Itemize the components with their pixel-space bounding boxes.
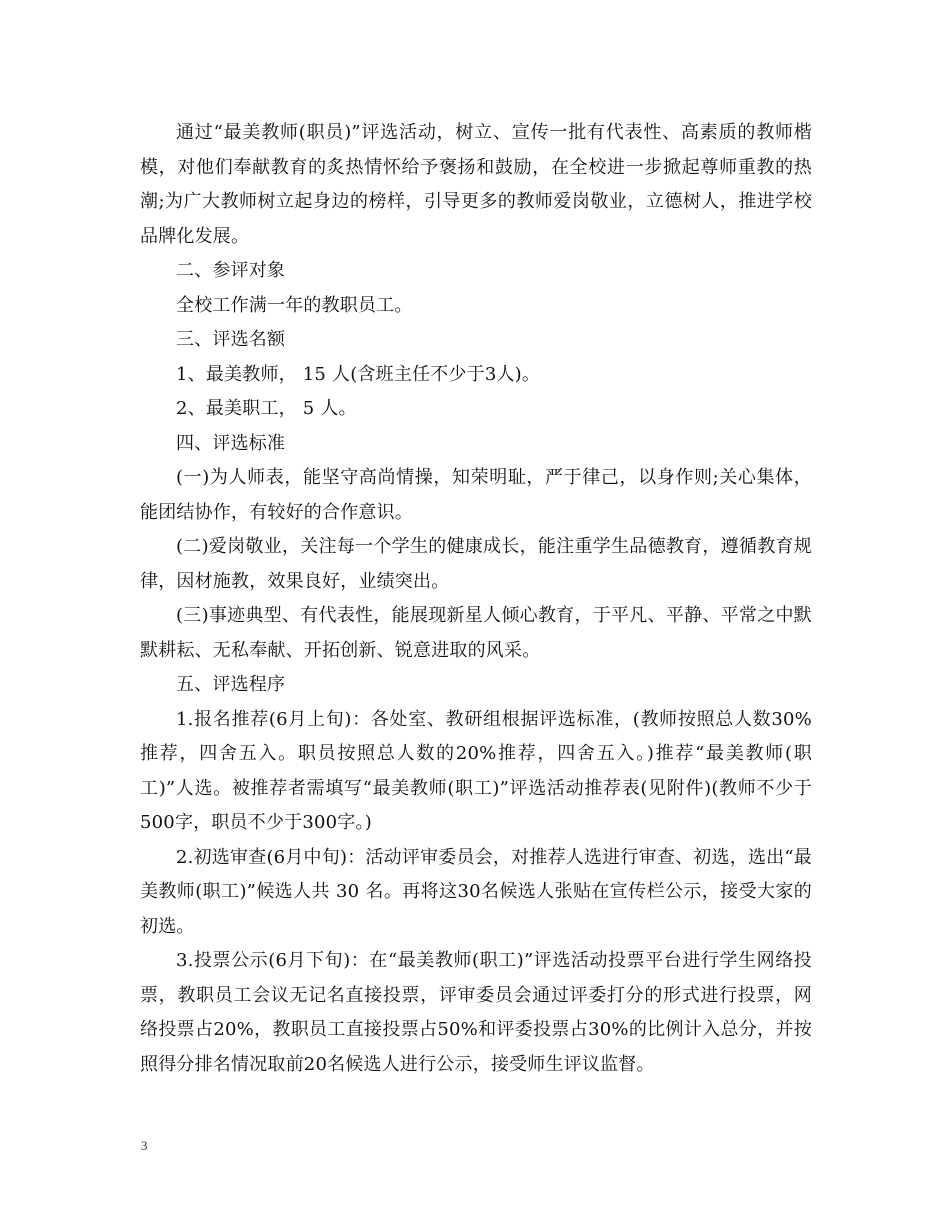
procedure-step-3: 3.投票公示(6月下旬)：在“最美教师(职工)”评选活动投票平台进行学生网络投票，教职员工会议无记名直接投票，评审委员会通过评委打分的形式进行投票，网络投票占20%，教职员工直接投票占50%和评委投票占30%的比例计入总分，并按照得分排名情况取前20名候选人进行公示，接受师生评议监督。	[140, 950, 812, 1075]
participants-paragraph: 全校工作满一年的教职员工。	[176, 294, 413, 316]
section-heading-participants: 二、参评对象	[176, 260, 286, 281]
procedure-step-2: 2.初选审查(6月中旬)：活动评审委员会，对推荐人选进行审查、初选，选出“最美教师(职工)”候选人共 30 名。再将这30名候选人张贴在宣传栏公示，接受大家的初选。	[140, 846, 812, 937]
section-heading-quota: 三、评选名额	[176, 329, 286, 350]
page-number: 3	[141, 1138, 148, 1153]
quota-item-staff: 2、最美职工， 5 人。	[176, 398, 357, 419]
procedure-step-1: 1.报名推荐(6月上旬)：各处室、教研组根据评选标准，(教师按照总人数30%推荐，四舍五入。职员按照总人数的20%推荐，四舍五入。)推荐“最美教师(职工)”人选。被推荐者需填写“最美教师(职工)”评选活动推荐表(见附件)(教师不少于500字，职员不少于300字。)	[140, 708, 812, 833]
criteria-item-3: (三)事迹典型、有代表性，能展现新星人倾心教育，于平凡、平静、平常之中默默耕耘、无私奉献、开拓创新、锐意进取的风采。	[140, 605, 812, 661]
criteria-item-1: (一)为人师表，能坚守高尚情操，知荣明耻，严于律己，以身作则;关心集体，能团结协作，有较好的合作意识。	[140, 467, 812, 523]
quota-item-teachers: 1、最美教师， 15 人(含班主任不少于3人)。	[176, 363, 541, 385]
document-body	[140, 116, 812, 1082]
section-heading-procedure: 五、评选程序	[176, 674, 286, 695]
criteria-item-2: (二)爱岗敬业，关注每一个学生的健康成长，能注重学生品德教育，遵循教育规律，因材施教，效果良好，业绩突出。	[140, 536, 812, 592]
intro-paragraph: 通过“最美教师(职员)”评选活动，树立、宣传一批有代表性、高素质的教师楷模，对他们奉献教育的炙热情怀给予褒扬和鼓励，在全校进一步掀起尊师重教的热潮;为广大教师树立起身边的榜样，引导更多的教师爱岗敬业，立德树人，推进学校品牌化发展。	[140, 122, 812, 247]
section-heading-criteria: 四、评选标准	[176, 432, 286, 454]
